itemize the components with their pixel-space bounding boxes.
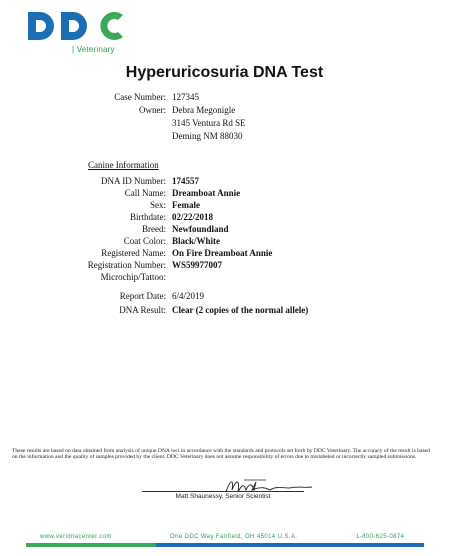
field-label: Call Name: [124, 188, 166, 198]
field-label: DNA ID Number: [101, 176, 166, 186]
field-label: Sex: [149, 200, 166, 210]
footer-website: www.veridnacenter.com [40, 534, 112, 540]
field-value: 02/22/2018 [172, 212, 214, 222]
field-value: WS59977007 [172, 260, 223, 270]
owner-city: Deming NM 88030 [172, 131, 243, 141]
field-value: 174557 [172, 176, 199, 186]
field-value: Black/White [172, 236, 221, 246]
owner-label: Owner: [139, 105, 166, 115]
field-value: Female [172, 200, 200, 210]
dna-result-label: DNA Result: [119, 305, 166, 315]
page-title: Hyperuricosuria DNA Test [125, 64, 324, 81]
field-label: Coat Color: [123, 236, 166, 246]
report-date-value: 6/4/2019 [172, 291, 205, 301]
case-number-label: Case Number: [114, 92, 166, 102]
signer-name: Matt Shaunessy, Senior Scientist [175, 493, 271, 500]
field-label: Registered Name: [101, 248, 166, 258]
owner-street: 3145 Ventura Rd SE [172, 118, 246, 128]
field-label: Breed: [142, 224, 166, 234]
footer-phone: 1-800-625-0874 [356, 534, 405, 540]
disclaimer-text: These results are based on data obtained from analysis of unique DNA loci in accordance with the standards and protocols set forth by DDC Veterinary. The accuracy of the result is based on the information and the quality of samples provided by the client. DDC Veterinary does not assume responsibility of errors due to mislabeled or incorrectly sampled submissions. [12, 448, 430, 461]
field-label: Registration Number: [87, 260, 166, 270]
field-value: On Fire Dreamboat Annie [172, 248, 273, 258]
footer-address: One DDC Way Fairfield, OH 45014 U.S.A. [170, 534, 298, 540]
field-label: Microchip/Tattoo: [100, 272, 166, 282]
field-value: Dreamboat Annie [172, 188, 241, 198]
footer-bar-blue [156, 543, 424, 547]
report-date-label: Report Date: [119, 291, 166, 301]
signature-image [186, 470, 326, 506]
signature-line [142, 491, 304, 492]
case-number-value: 127345 [172, 92, 199, 102]
canine-section-title: Canine Information [88, 160, 159, 170]
footer-bar-green [26, 543, 156, 547]
dna-result-value: Clear (2 copies of the normal allele) [172, 305, 309, 315]
field-label: Birthdate: [130, 212, 166, 222]
field-value: Newfoundland [172, 224, 229, 234]
logo-subtitle: | Veterinary [72, 45, 115, 54]
owner-name: Debra Megonigle [172, 105, 236, 115]
